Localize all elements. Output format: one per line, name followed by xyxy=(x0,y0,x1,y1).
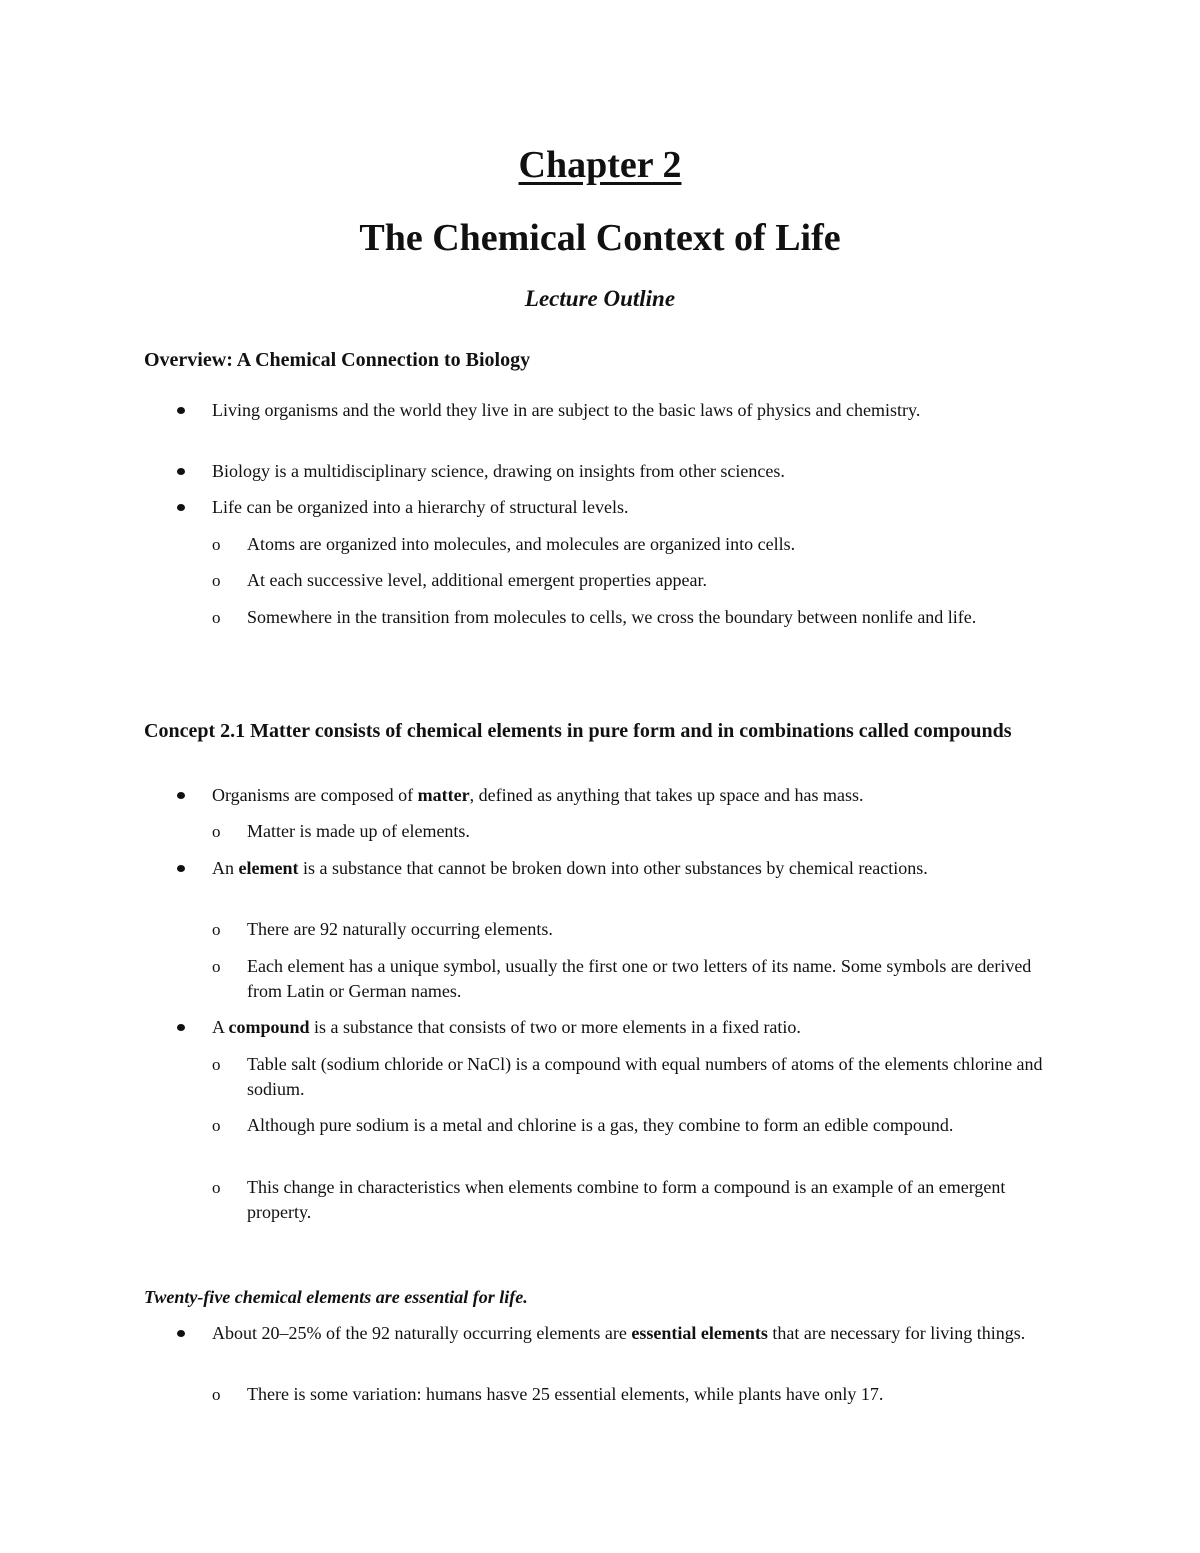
essential-text-post: that are necessary for living things. xyxy=(767,1323,1026,1343)
essential-elements-term: essential elements xyxy=(631,1323,768,1343)
sub-bullet-icon: o xyxy=(212,1055,221,1074)
concept-sub-emergent: This change in characteristics when elements combine to form a compound is an example of an emergent property. xyxy=(247,1177,1006,1222)
bullet-icon xyxy=(175,495,189,520)
overview-sub-2: At each successive level, additional emergent properties appear. xyxy=(247,570,707,590)
sub-bullet-icon: o xyxy=(212,535,221,554)
concept-bullet-element xyxy=(212,856,1062,881)
sub-bullet-icon: o xyxy=(212,1178,221,1197)
compound-text-pre: A xyxy=(212,1017,229,1037)
concept-sub-elements: Matter is made up of elements. xyxy=(247,821,470,841)
sub-bullet-icon: o xyxy=(212,920,221,939)
chapter-title: The Chemical Context of Life xyxy=(359,217,841,259)
matter-term: matter xyxy=(417,785,470,805)
bullet-icon xyxy=(175,783,189,808)
element-text-pre: An xyxy=(212,858,239,878)
element-text-post: is a substance that cannot be broken down into other substances by chemical reactions. xyxy=(298,858,928,878)
matter-text-pre: Organisms are composed of xyxy=(212,785,418,805)
overview-bullet-1: Living organisms and the world they live in are subject to the basic laws of physics and chemistry. xyxy=(212,400,921,420)
concept-sub-table-salt: Table salt (sodium chloride or NaCl) is a compound with equal numbers of atoms of the elements chlorine and sodium. xyxy=(247,1054,1043,1099)
overview-sub-3: Somewhere in the transition from molecules to cells, we cross the boundary between nonlife and life. xyxy=(247,607,977,627)
concept-bullet-compound xyxy=(212,1015,1062,1040)
element-term: element xyxy=(238,858,299,878)
bullet-icon xyxy=(175,1321,189,1346)
matter-text-post: , defined as anything that takes up space and has mass. xyxy=(469,785,864,805)
essential-elements-heading: Twenty-five chemical elements are essential for life. xyxy=(144,1287,528,1307)
essential-text-pre: About 20–25% of the 92 naturally occurring elements are xyxy=(212,1323,632,1343)
bullet-icon xyxy=(175,398,189,423)
concept-bullet-matter xyxy=(212,783,1062,808)
essential-bullet-1 xyxy=(212,1321,1062,1346)
essential-sub-variation: There is some variation: humans hasve 25 essential elements, while plants have only 17. xyxy=(247,1384,884,1404)
concept-sub-symbols: Each element has a unique symbol, usually the first one or two letters of its name. Some symbols are derived from Latin or German names. xyxy=(247,956,1032,1001)
sub-bullet-icon: o xyxy=(212,957,221,976)
sub-bullet-icon: o xyxy=(212,1116,221,1135)
sub-bullet-icon: o xyxy=(212,571,221,590)
chapter-number: Chapter 2 xyxy=(518,144,682,186)
sub-bullet-icon: o xyxy=(212,822,221,841)
compound-text-post: is a substance that consists of two or more elements in a fixed ratio. xyxy=(309,1017,801,1037)
sub-bullet-icon: o xyxy=(212,1385,221,1404)
concept-sub-92-elements: There are 92 naturally occurring elements. xyxy=(247,919,553,939)
sub-bullet-icon: o xyxy=(212,608,221,627)
lecture-outline-label: Lecture Outline xyxy=(524,286,676,311)
overview-heading: Overview: A Chemical Connection to Biology xyxy=(144,349,531,371)
compound-term: compound xyxy=(228,1017,310,1037)
bullet-icon xyxy=(175,1015,189,1040)
overview-sub-1: Atoms are organized into molecules, and molecules are organized into cells. xyxy=(247,534,796,554)
concept-sub-sodium-chlorine: Although pure sodium is a metal and chlorine is a gas, they combine to form an edible compound. xyxy=(247,1115,954,1135)
overview-bullet-2: Biology is a multidisciplinary science, drawing on insights from other sciences. xyxy=(212,461,785,481)
overview-bullet-3: Life can be organized into a hierarchy of structural levels. xyxy=(212,497,629,517)
bullet-icon xyxy=(175,459,189,484)
bullet-icon xyxy=(175,856,189,881)
concept-2-1-heading: Concept 2.1 Matter consists of chemical elements in pure form and in combinations called compounds xyxy=(144,720,1012,742)
